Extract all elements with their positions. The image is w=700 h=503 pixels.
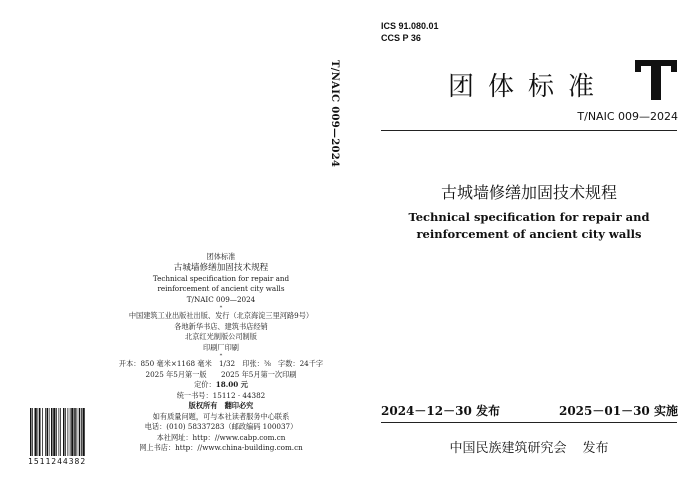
- phone-line: 电话：(010) 58337283（邮政编码 100037）: [144, 422, 298, 431]
- barcode-bar: [49, 408, 50, 456]
- barcode-bar: [47, 408, 49, 456]
- distribution-line: 各地新华书店、建筑书店经销: [174, 321, 268, 331]
- barcode-bar: [45, 408, 46, 456]
- title-en-line1: Technical specification for repair and: [408, 210, 650, 224]
- bookstore-line: 网上书店：http：//www.china-building.com.cn: [139, 443, 303, 452]
- book-number: 统一书号：15112 · 44382: [176, 390, 266, 400]
- printing-line: 印刷厂印刷: [203, 342, 239, 352]
- barcode-number: 1511244382: [28, 457, 87, 466]
- copyright-title-en-line2: reinforcement of ancient city walls: [157, 284, 285, 293]
- barcode-bar: [60, 408, 61, 456]
- classification-codes: [381, 20, 439, 44]
- separator-star: *: [219, 353, 223, 359]
- publish-date: 2024－12－30: [381, 404, 472, 418]
- ics-code: ICS 91.080.01: [381, 21, 439, 31]
- barcode-bar: [56, 408, 57, 456]
- price-line: [90, 380, 352, 391]
- top-divider: [381, 130, 677, 131]
- barcode-bar: [38, 408, 39, 456]
- title-en-line2: reinforcement of ancient city walls: [416, 227, 642, 241]
- category-label: 团体标准: [206, 252, 236, 261]
- spine-text: T/NAIC 009—2024: [329, 60, 340, 168]
- barcode-bar: [65, 408, 66, 456]
- implement-date-block: [559, 402, 678, 419]
- barcode-bar: [35, 408, 37, 456]
- barcode-bar: [30, 408, 32, 456]
- implement-date: 2025－01－30: [558, 404, 650, 418]
- barcode-bar: [74, 408, 76, 456]
- spine: [322, 60, 342, 180]
- barcode-bar: [79, 408, 81, 456]
- copyright-standard-number: T/NAIC 009—2024: [186, 294, 256, 304]
- website-line: 本社网址：http：//www.cabp.com.cn: [156, 432, 286, 442]
- barcode-bar: [71, 408, 73, 456]
- title-en: [381, 209, 677, 243]
- bottom-divider: [381, 422, 677, 423]
- quality-line: 如有质量问题，可与本社读者服务中心联系: [152, 411, 290, 421]
- copyright-page: [90, 252, 352, 454]
- publisher-line: 中国建筑工业出版社出版、发行（北京海淀三里河路9号）: [128, 311, 314, 320]
- price-value: 18.00 元: [215, 380, 248, 389]
- barcode-bar: [59, 408, 60, 456]
- title-zh: 古城墙修缮加固技术规程: [440, 183, 617, 202]
- barcode-bar: [51, 408, 53, 456]
- copyright-title-en-line1: Technical specification for repair and: [152, 273, 290, 283]
- main-title: 团体标准: [448, 72, 609, 102]
- barcode-bar: [77, 408, 78, 456]
- t-logo: [633, 56, 679, 104]
- copyright-title-zh: 古城墙修缮加固技术规程: [173, 262, 269, 273]
- format-line: 开本：850 毫米×1168 毫米 1/32 印张：⅜ 字数：24千字: [118, 359, 324, 368]
- barcode-bar: [39, 408, 41, 456]
- publish-date-block: [381, 402, 500, 419]
- ccs-code: CCS P 36: [381, 33, 421, 43]
- publisher-suffix: 发布: [582, 441, 609, 456]
- barcode-bar: [42, 408, 43, 456]
- standard-number: T/NAIC 009—2024: [577, 110, 678, 123]
- implement-label: 实施: [653, 404, 678, 418]
- price-label: 定价：: [194, 380, 216, 389]
- barcode-bar: [83, 408, 85, 456]
- barcode-bar: [70, 408, 71, 456]
- publisher-name: 中国民族建筑研究会: [449, 441, 567, 456]
- barcode-bar: [81, 408, 82, 456]
- rights-notice: 版权所有 翻印必究: [188, 401, 254, 410]
- barcode-bar: [53, 408, 55, 456]
- edition-line: 2025 年5月第一版 2025 年5月第一次印刷: [145, 369, 297, 379]
- barcode: [30, 408, 102, 456]
- typesetting-line: 北京红光制版公司制版: [185, 332, 257, 341]
- barcode-bar: [63, 408, 65, 456]
- publish-label: 发布: [476, 404, 501, 418]
- barcode-bar: [68, 408, 69, 456]
- separator-star: *: [219, 305, 223, 311]
- publisher-block: [381, 437, 677, 456]
- barcode-bar: [32, 408, 33, 456]
